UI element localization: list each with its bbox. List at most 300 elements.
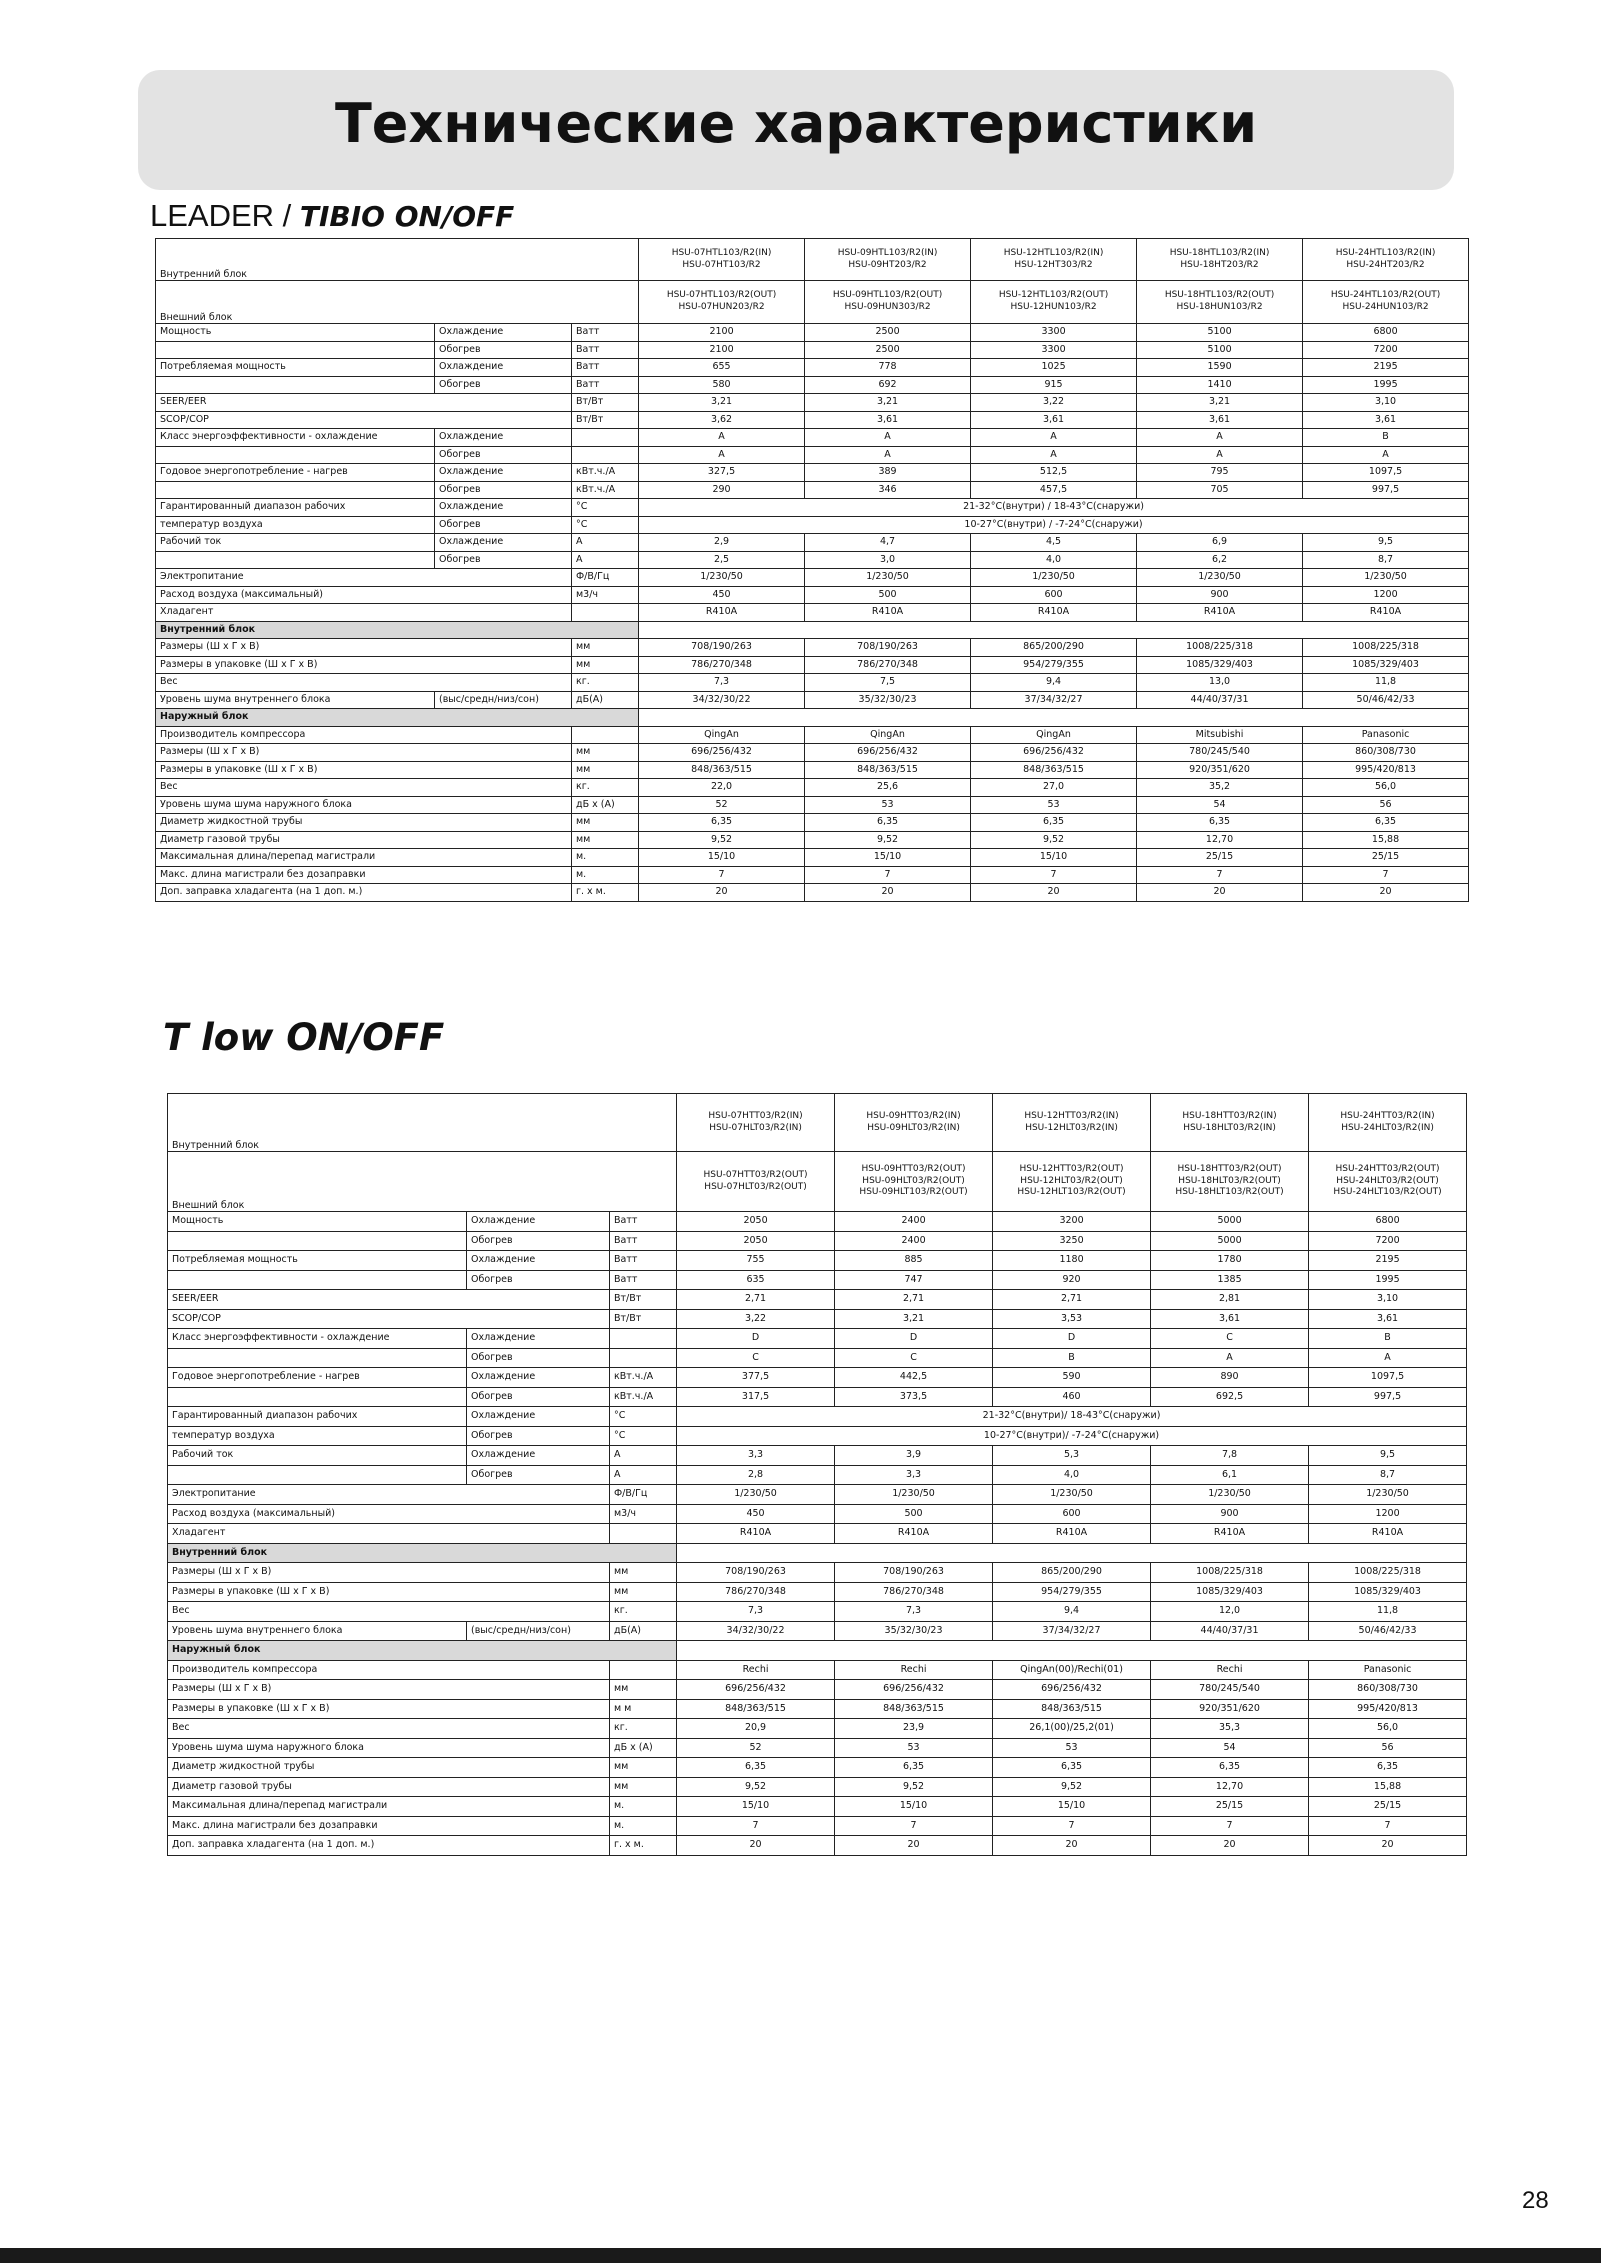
spec-value: R410A [835,1524,993,1544]
row-label: Макс. длина магистрали без дозаправки [156,866,572,884]
row-mode: Охлаждение [467,1446,610,1466]
spec-value: Rechi [1151,1660,1309,1680]
spec-value: 3,21 [1137,394,1303,412]
spec-value: 954/279/355 [993,1582,1151,1602]
spec-value: 20,9 [677,1719,835,1739]
table-row [168,1680,1467,1700]
row-label [168,1465,467,1485]
row-unit: Ф/В/Гц [572,569,639,587]
row-label: Вес [156,674,572,692]
row-label: температур воздуха [168,1426,467,1446]
row-label: Размеры в упаковке (Ш х Г х В) [168,1699,610,1719]
spec-value: 7 [971,866,1137,884]
model-name: HSU-09HTT03/R2(OUT) [861,1163,966,1174]
spec-value: R410A [639,604,805,622]
row-mode: Охлаждение [467,1329,610,1349]
row-unit: мм [572,744,639,762]
spec-value: 696/256/432 [971,744,1137,762]
row-mode: Охлаждение [435,534,572,552]
spec-value: 4,0 [971,551,1137,569]
spec-value: 848/363/515 [993,1699,1151,1719]
spec-value: 35,3 [1151,1719,1309,1739]
table-row [156,761,1469,779]
spec-value: 15,88 [1309,1777,1467,1797]
spec-value: 3,53 [993,1309,1151,1329]
row-label: Размеры (Ш х Г х В) [156,744,572,762]
spec-value: 20 [1309,1836,1467,1856]
footer-rule [0,2248,1601,2263]
spec-value: 26,1(00)/25,2(01) [993,1719,1151,1739]
table-section-blank [639,709,1469,727]
row-label: Рабочий ток [168,1446,467,1466]
spec-value: 708/190/263 [639,639,805,657]
row-mode: Охлаждение [467,1368,610,1388]
row-label: Уровень шума внутреннего блока [168,1621,467,1641]
spec-value: 920/351/620 [1151,1699,1309,1719]
row-unit: м3/ч [610,1504,677,1524]
row-unit: дБ(А) [610,1621,677,1641]
spec-value: 696/256/432 [835,1680,993,1700]
spec-value: 23,9 [835,1719,993,1739]
spec-value: 920 [993,1270,1151,1290]
spec-value: 3,61 [1137,411,1303,429]
row-unit: м. [610,1797,677,1817]
model-name: HSU-07HUN203/R2 [678,302,765,312]
row-unit [610,1329,677,1349]
spec-value: 635 [677,1270,835,1290]
table-row [168,1719,1467,1739]
indoor-block-label: Внутренний блок [156,239,639,281]
spec-value: 708/190/263 [677,1563,835,1583]
spec-value: 460 [993,1387,1151,1407]
table-row [156,411,1469,429]
row-mode: (выс/средн/низ/сон) [435,691,572,709]
spec-value: 9,4 [993,1602,1151,1622]
model-name: HSU-24HLT03/R2(IN) [1341,1122,1434,1133]
spec-value: 15/10 [677,1797,835,1817]
spec-value: 1/230/50 [971,569,1137,587]
spec-value: 7 [805,866,971,884]
spec-value: 1385 [1151,1270,1309,1290]
indoor-model-cell [1309,1094,1467,1152]
model-name: HSU-12HUN103/R2 [1010,302,1097,312]
spec-value: 6,35 [1309,1758,1467,1778]
spec-value: 3250 [993,1231,1151,1251]
model-name: HSU-09HTL103/R2(IN) [837,247,938,258]
row-unit: мм [572,639,639,657]
spec-value: 2500 [805,341,971,359]
spec-value: 56 [1309,1738,1467,1758]
model-name: HSU-07HLT03/R2(IN) [709,1122,802,1133]
spec-value: 696/256/432 [639,744,805,762]
spec-value: 3,21 [805,394,971,412]
spec-value: A [1137,446,1303,464]
row-label: Размеры (Ш х Г х В) [156,639,572,657]
spec-value: 9,5 [1303,534,1469,552]
spec-value: 53 [835,1738,993,1758]
spec-value: 44/40/37/31 [1137,691,1303,709]
table-row [168,1602,1467,1622]
table-row [168,1563,1467,1583]
row-unit: дБ х (А) [572,796,639,814]
model-name: HSU-12HLT03/R2(OUT) [1020,1175,1123,1186]
row-unit: Ватт [572,376,639,394]
spec-value: 954/279/355 [971,656,1137,674]
spec-value: 7,3 [835,1602,993,1622]
spec-value: 25/15 [1151,1797,1309,1817]
row-label: Гарантированный диапазон рабочих [156,499,435,517]
model-name: HSU-07HTT03/R2(IN) [708,1110,803,1121]
row-unit: кг. [572,674,639,692]
row-label [156,551,435,569]
table-row [168,1426,1467,1446]
spec-value: 500 [835,1504,993,1524]
table-row [168,1407,1467,1427]
row-label [168,1270,467,1290]
spec-value: 997,5 [1303,481,1469,499]
spec-value: 9,52 [639,831,805,849]
spec-value: 15/10 [805,849,971,867]
outdoor-block-label: Внешний блок [156,281,639,324]
spec-value: 590 [993,1368,1151,1388]
table-row [156,341,1469,359]
table-row [156,499,1469,517]
row-unit: °С [610,1407,677,1427]
row-label: Производитель компрессора [156,726,572,744]
spec-value: 3,10 [1309,1290,1467,1310]
table-row [168,1660,1467,1680]
spec-value: 2400 [835,1231,993,1251]
spec-value: 1/230/50 [639,569,805,587]
outdoor-model-cell [639,281,805,324]
row-unit: °С [572,516,639,534]
spec-value: 1995 [1309,1270,1467,1290]
table-row [168,1485,1467,1505]
model-name: HSU-12HTL103/R2(OUT) [998,290,1109,301]
row-label: SCOP/COP [156,411,572,429]
spec-value: 7200 [1303,341,1469,359]
row-unit: кг. [572,779,639,797]
spec-value: 900 [1151,1504,1309,1524]
row-unit: г. х м. [572,884,639,902]
table-row [156,569,1469,587]
spec-value: 389 [805,464,971,482]
row-mode: Обогрев [435,516,572,534]
table-row [168,1777,1467,1797]
indoor-model-cell [1151,1094,1309,1152]
spec-value: 1097,5 [1303,464,1469,482]
table-row [168,1446,1467,1466]
spec-value: 3,61 [1151,1309,1309,1329]
spec-value: 3300 [971,324,1137,342]
spec-value: 27,0 [971,779,1137,797]
table-row [168,1368,1467,1388]
spec-value: 11,8 [1309,1602,1467,1622]
row-mode: Обогрев [435,551,572,569]
indoor-model-cell [971,239,1137,281]
outdoor-model-cell [1151,1152,1309,1212]
row-label: SEER/EER [168,1290,610,1310]
row-label: Хладагент [156,604,572,622]
model-name: HSU-12HLT103/R2(OUT) [1017,1187,1126,1198]
model-name: HSU-07HTT03/R2(OUT) [703,1169,808,1180]
table-section-row [156,621,1469,639]
table-row [168,1290,1467,1310]
spec-value: 6,35 [835,1758,993,1778]
row-unit [572,429,639,447]
spec-value: 6,35 [971,814,1137,832]
spec-value: A [805,446,971,464]
spec-value: 780/245/540 [1137,744,1303,762]
spec-value: 708/190/263 [805,639,971,657]
model-name: HSU-12HTT03/R2(OUT) [1019,1163,1124,1174]
spec-value: 692 [805,376,971,394]
spec-value: A [971,446,1137,464]
spec-value: 56,0 [1309,1719,1467,1739]
spec-value: 747 [835,1270,993,1290]
spec-value: 3,0 [805,551,971,569]
row-mode: Охлаждение [467,1212,610,1232]
spec-value: 1085/329/403 [1309,1582,1467,1602]
row-unit: °С [572,499,639,517]
model-name: HSU-24HTL103/R2(OUT) [1330,290,1441,301]
row-mode: Обогрев [467,1348,610,1368]
spec-value: 346 [805,481,971,499]
spec-value: 1008/225/318 [1309,1563,1467,1583]
table-row [168,1816,1467,1836]
indoor-model-cell [805,239,971,281]
spec-value: 12,70 [1151,1777,1309,1797]
spec-span-value: 10-27°С(внутри)/ -7-24°С(снаружи) [677,1426,1467,1446]
spec-value: 3,21 [835,1309,993,1329]
spec-value: 3,3 [835,1465,993,1485]
spec-value: 25/15 [1137,849,1303,867]
spec-value: 580 [639,376,805,394]
spec-value: 7,5 [805,674,971,692]
section1-brand: LEADER / [150,198,292,233]
row-unit: дБ(А) [572,691,639,709]
table-row [156,639,1469,657]
spec-value: 7 [1303,866,1469,884]
spec-value: Rechi [835,1660,993,1680]
spec-value: 7 [1309,1816,1467,1836]
spec-value: 995/420/813 [1309,1699,1467,1719]
spec-value: 2050 [677,1212,835,1232]
spec-value: 373,5 [835,1387,993,1407]
spec-value: 995/420/813 [1303,761,1469,779]
spec-value: 9,52 [835,1777,993,1797]
row-mode: Охлаждение [467,1251,610,1271]
row-label: Мощность [156,324,435,342]
spec-value: 50/46/42/33 [1303,691,1469,709]
spec-value: 890 [1151,1368,1309,1388]
model-name: HSU-24HT203/R2 [1346,259,1425,270]
spec-value: 3,61 [805,411,971,429]
spec-value: 1/230/50 [835,1485,993,1505]
row-mode: Охлаждение [467,1407,610,1427]
row-label [168,1348,467,1368]
spec-value: A [639,446,805,464]
spec-value: 786/270/348 [639,656,805,674]
model-name: HSU-12HLT03/R2(IN) [1025,1122,1118,1133]
spec-value: 1/230/50 [1303,569,1469,587]
row-unit: Вт/Вт [610,1309,677,1329]
row-label: Электропитание [156,569,572,587]
table-row [168,1387,1467,1407]
spec-value: 9,5 [1309,1446,1467,1466]
table-section-blank [639,621,1469,639]
spec-value: 4,0 [993,1465,1151,1485]
spec-value: 2400 [835,1212,993,1232]
row-unit: м. [610,1816,677,1836]
row-mode: Обогрев [435,446,572,464]
spec-value: 6800 [1303,324,1469,342]
spec-value: 696/256/432 [677,1680,835,1700]
page-title: Технические характеристики [334,92,1258,155]
table-row [156,796,1469,814]
row-label: Потребляемая мощность [168,1251,467,1271]
row-label [156,341,435,359]
table-row [156,691,1469,709]
table-row [156,481,1469,499]
spec-value: C [677,1348,835,1368]
table-row [156,656,1469,674]
row-mode: Обогрев [467,1465,610,1485]
spec-value: 885 [835,1251,993,1271]
spec-value: 5000 [1151,1212,1309,1232]
row-unit: кВт.ч./А [572,481,639,499]
spec-value: 7 [993,1816,1151,1836]
table-row [156,814,1469,832]
spec-value: 54 [1137,796,1303,814]
spec-value: 9,4 [971,674,1137,692]
spec-span-value: 21-32°С(внутри)/ 18-43°С(снаружи) [677,1407,1467,1427]
spec-value: 3,3 [677,1446,835,1466]
model-name: HSU-18HLT03/R2(OUT) [1178,1175,1281,1186]
indoor-block-label: Внутренний блок [168,1094,677,1152]
row-unit: кг. [610,1719,677,1739]
indoor-model-cell [1137,239,1303,281]
model-name: HSU-09HLT03/R2(OUT) [862,1175,965,1186]
spec-value: QingAn [639,726,805,744]
row-unit [610,1524,677,1544]
model-name: HSU-07HTL103/R2(IN) [671,247,772,258]
row-mode: (выс/средн/низ/сон) [467,1621,610,1641]
spec-value: 1200 [1303,586,1469,604]
model-name: HSU-18HTT03/R2(OUT) [1177,1163,1282,1174]
table-row [168,1309,1467,1329]
outdoor-model-cell [1303,281,1469,324]
outdoor-model-cell [971,281,1137,324]
row-label: Производитель компрессора [168,1660,610,1680]
row-label: Диаметр жидкостной трубы [168,1758,610,1778]
row-unit: кВт.ч./А [610,1387,677,1407]
row-label: Класс энергоэффективности - охлаждение [156,429,435,447]
spec-value: B [1309,1329,1467,1349]
spec-value: 786/270/348 [835,1582,993,1602]
row-label: Класс энергоэффективности - охлаждение [168,1329,467,1349]
spec-value: D [677,1329,835,1349]
spec-value: 7,8 [1151,1446,1309,1466]
row-label: SCOP/COP [168,1309,610,1329]
spec-value: 56,0 [1303,779,1469,797]
outdoor-model-cell [993,1152,1151,1212]
spec-value: 317,5 [677,1387,835,1407]
row-label: Расход воздуха (максимальный) [168,1504,610,1524]
row-label: Мощность [168,1212,467,1232]
row-label: Размеры (Ш х Г х В) [168,1680,610,1700]
row-unit: А [572,534,639,552]
table-row [156,604,1469,622]
spec-value: Panasonic [1303,726,1469,744]
spec-value: 3,22 [971,394,1137,412]
row-unit: Ф/В/Гц [610,1485,677,1505]
spec-value: 25/15 [1309,1797,1467,1817]
spec-value: 1025 [971,359,1137,377]
indoor-model-cell [639,239,805,281]
spec-value: A [1137,429,1303,447]
spec-value: 860/308/730 [1303,744,1469,762]
spec-value: 5100 [1137,324,1303,342]
row-label: Хладагент [168,1524,610,1544]
spec-value: 3200 [993,1212,1151,1232]
row-label: Рабочий ток [156,534,435,552]
row-label: Размеры в упаковке (Ш х Г х В) [168,1582,610,1602]
spec-value: 2050 [677,1231,835,1251]
spec-value: 4,7 [805,534,971,552]
spec-value: 1/230/50 [1309,1485,1467,1505]
model-name: HSU-24HLT103/R2(OUT) [1333,1187,1442,1198]
row-label [168,1387,467,1407]
section2-heading: T low ON/OFF [163,1016,445,1059]
row-unit: мм [610,1563,677,1583]
spec-span-value: 10-27°С(внутри) / -7-24°С(снаружи) [639,516,1469,534]
spec-value: 2100 [639,324,805,342]
model-name: HSU-24HTL103/R2(IN) [1335,247,1436,258]
table-row [156,516,1469,534]
spec-value: 6,35 [1137,814,1303,832]
table-row [168,1621,1467,1641]
table-row [168,1231,1467,1251]
row-unit: г. х м. [610,1836,677,1856]
spec-value: 20 [805,884,971,902]
outdoor-models-row [156,281,1469,324]
spec-value: 15,88 [1303,831,1469,849]
spec-value: 52 [639,796,805,814]
row-label: Вес [168,1602,610,1622]
spec-value: 1085/329/403 [1151,1582,1309,1602]
table-row [168,1348,1467,1368]
spec-value: 692,5 [1151,1387,1309,1407]
spec-value: 6,35 [1151,1758,1309,1778]
spec-value: 3,61 [1309,1309,1467,1329]
row-unit: Ватт [610,1251,677,1271]
model-name: HSU-18HTT03/R2(IN) [1182,1110,1277,1121]
row-unit: мм [610,1680,677,1700]
spec-value: 1085/329/403 [1303,656,1469,674]
spec-value: 6,2 [1137,551,1303,569]
spec-value: 20 [1151,1836,1309,1856]
spec-value: R410A [971,604,1137,622]
spec-value: 2195 [1309,1251,1467,1271]
table-row [168,1329,1467,1349]
row-unit: дБ х (А) [610,1738,677,1758]
spec-value: 1008/225/318 [1137,639,1303,657]
spec-value: A [805,429,971,447]
table-section-label: Наружный блок [168,1641,677,1661]
spec-value: 20 [639,884,805,902]
spec-value: Mitsubishi [1137,726,1303,744]
